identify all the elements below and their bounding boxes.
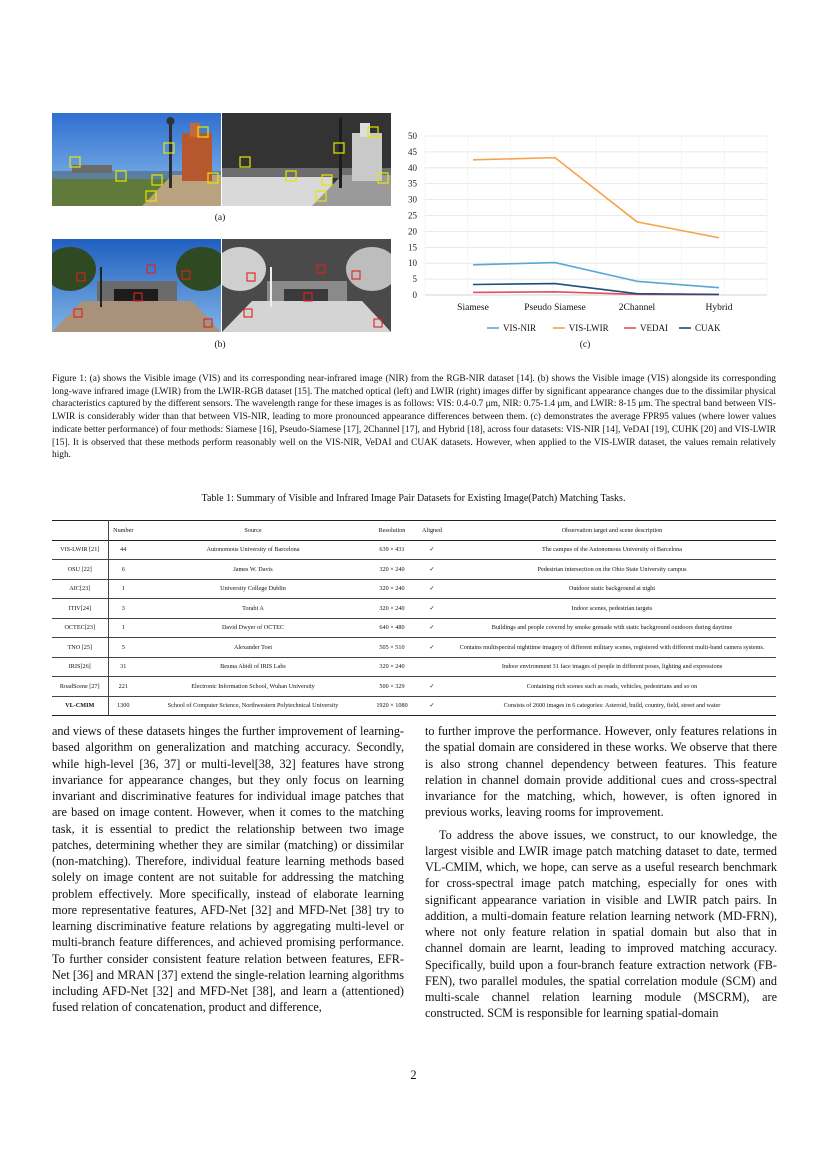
body-paragraph: To address the above issues, we construct, to our knowledge, the largest visible and LWIR image patch matching dataset to date, termed VL-CMIM, which, we hope, can serve as a useful research benchmark for cross-spectral image patch matching, especially for ones with significant appearance variation in visible and LWIR patch pairs. In addition, a multi-domain feature relation learning network (MD-FRN), where not only feature relation in spatial domain but also that in channel domain are learnt, leading to improved matching accuracy. Specifically, build upon a four-branch feature extraction network (FB-FEN), two parallel modules, the spatial correlation module (SCM) and multi-scale channel relation learning module (MSCRM), are constructed. SCM is responsible for learning spatial-domain (425, 827, 777, 1021)
table-cell: 31 (120, 663, 127, 671)
legend-label: VEDAI (640, 323, 668, 333)
lwir-image-b (222, 239, 391, 332)
table-header: Observation target and scene description (561, 526, 663, 534)
x-tick-label: Siamese (457, 303, 489, 313)
fpr95-line-chart (395, 128, 775, 340)
table-cell: IRIS[26] (52, 657, 108, 677)
table-cell: 320 × 240 (379, 604, 405, 612)
table-cell: Consists of 2600 images in 6 categories: Asteroid, build, country, field, street and water (503, 702, 721, 710)
table-row (52, 560, 776, 580)
table-row (52, 579, 776, 599)
table-cell: 1920 × 1080 (376, 702, 408, 710)
y-tick-label: 5 (412, 274, 417, 285)
table-cell: ✓ (429, 624, 435, 632)
table-cell: Contains multispectral nighttime imagery of different military scenes, registered with different multi-band camera systems. (459, 643, 765, 651)
table-header-row (52, 521, 776, 541)
y-tick-label: 25 (408, 210, 417, 221)
figure-label-a: (a) (214, 213, 226, 223)
body-paragraph: and views of these datasets hinges the further improvement of learning-based algorithm on generalization and matching accuracy. Secondly, while high-level [36, 37] or multi-level[38, 32] features have strong invariance for appearance changes, but they only focus on learning invariant and discriminative features for individual image patches that are based on image content. However, when it comes to the matching task, it is essential to predict the relationship between two image patches, determining whether they are similar (matching) or dissimilar (non-matching). Therefore, individual feature learning methods based solely on image content are not suitable for addressing the matching problem effectively. More specifically, instead of elaborate learning more representative features, AFD-Net [32] and MFD-Net [38] try to learning discriminative feature relations by aggregating multi-level or multi-branch feature differences, and achieved promising performance. To further consider consistent feature relation between features, EFR-Net [36] and MRAN [37] extend the single-relation learning algorithms including AFD-Net [32] and MFD-Net [38], and learn a (attentioned) fused relation of concatenation, product and difference, (52, 724, 404, 1015)
table-header: Aligned (422, 526, 442, 534)
table-cell: Electronic Information School, Wuhan University (191, 682, 315, 690)
y-tick-label: 40 (408, 162, 417, 173)
table-cell: Outdoor static background at night (568, 585, 656, 593)
y-tick-label: 50 (408, 131, 417, 141)
table-cell: 1 (121, 585, 125, 593)
vis-image-b (52, 239, 221, 332)
figure-label-c: (c) (579, 340, 591, 350)
table-cell: 1300 (117, 702, 130, 710)
table-cell: ✓ (429, 585, 435, 593)
figure-label-b: (b) (214, 340, 226, 350)
body-paragraph: to further improve the performance. However, only features relations in the spatial domain are considered in these works. We observe that there is also strong channel dependency between features. This feature relation in channel domain provide additional cues and cross-spectral invariance for the matching, which, however, is often ignored in previous works, leaving rooms for improvement. (425, 724, 777, 820)
table-cell: TNO [25] (52, 638, 108, 658)
y-tick-label: 30 (408, 194, 417, 205)
table-cell: ITIV[24] (52, 599, 108, 619)
table-cell: ✓ (429, 643, 435, 651)
table-cell: Autonomous University of Barcelona (206, 546, 300, 554)
table-row (52, 638, 776, 658)
table-row (52, 618, 776, 638)
table-cell: ✓ (429, 702, 435, 710)
y-tick-label: 0 (412, 290, 417, 300)
table-cell: ✓ (429, 604, 435, 612)
table-cell: 1 (121, 624, 125, 632)
table-cell: 3 (121, 604, 125, 612)
table-cell: 505 × 510 (379, 643, 405, 651)
table-header: Resolution (378, 526, 406, 534)
x-tick-label: Hybrid (705, 303, 733, 313)
table-cell: Indoor environment 31 face images of people in different poses, lighting and expressions (501, 663, 723, 671)
y-tick-label: 35 (408, 178, 417, 189)
table-title: Table 1: Summary of Visible and Infrared Image Pair Datasets for Existing Image(Patch) Matching Tasks. (201, 493, 626, 504)
table-cell: School of Computer Science, Northwestern Polytechnical University (167, 702, 339, 710)
legend-label: CUAK (695, 323, 721, 333)
table-cell: VL-CMIM (52, 696, 108, 716)
table-cell (416, 657, 448, 677)
table-cell: Pedestrian intersection on the Ohio State University campus (537, 565, 687, 573)
table-cell: Torabi A (242, 604, 264, 612)
table-cell: OCTEC[23] (52, 618, 108, 638)
vis-image-a (52, 113, 221, 206)
table-cell: Besma Abidi of IRIS Labs (220, 663, 286, 671)
y-tick-label: 15 (408, 242, 417, 253)
table-cell: 500 × 329 (379, 682, 405, 690)
table-cell: The campus of the Autonomous University of Barcelona (541, 546, 683, 554)
table-cell: 320 × 240 (379, 565, 405, 573)
table-cell: 320 × 240 (379, 663, 405, 671)
y-tick-label: 20 (408, 226, 417, 237)
datasets-table (52, 520, 776, 716)
table-row (52, 599, 776, 619)
table-cell: 44 (120, 546, 127, 554)
right-column (425, 723, 777, 1022)
table-cell: 221 (118, 682, 128, 690)
table-cell: Indoor scenes, pedestrian targets (571, 604, 653, 612)
table-row (52, 540, 776, 560)
table-cell: Containing rich scenes such as roads, vehicles, pedestrians and so on (526, 682, 698, 690)
table-cell: 639 × 431 (379, 546, 405, 554)
table-cell: 320 × 240 (379, 585, 405, 593)
table-header: Number (113, 526, 134, 534)
table-row (52, 677, 776, 697)
table-cell: 5 (121, 643, 125, 651)
left-column (52, 723, 404, 1016)
nir-image-a (222, 113, 391, 206)
table-cell: Buildings and people covered by smoke grenade with static background outdoors during daytime (491, 624, 733, 632)
table-cell: University College Dublin (220, 585, 286, 593)
x-tick-label: 2Channel (618, 303, 656, 313)
table-cell: David Dwyer of OCTEC (221, 624, 285, 632)
table-row (52, 657, 776, 677)
table-cell: OSU [22] (52, 560, 108, 580)
y-tick-label: 10 (408, 258, 417, 269)
page-number: 2 (410, 1068, 417, 1082)
legend-label: VIS-NIR (503, 323, 536, 333)
table-cell: 6 (121, 565, 125, 573)
table-row (52, 696, 776, 716)
figure-caption: Figure 1: (a) shows the Visible image (VIS) and its corresponding near-infrared image (NIR) from the RGB-NIR dataset [14]. (b) shows the Visible image (VIS) alongside its corresponding long-wave infrared image (LWIR) from the LWIR-RGB dataset [15]. The matched optical (left) and LWIR (right) images differ by significant appearance changes due to the dissimilar physical characteristics captured by the different sensors. The wavelength range for these images is as follows: VIS: 0.4-0.7 μm, NIR: 0.75-1.4 μm, and LWIR: 8-15 μm. The spectral band between VIS-LWIR is considerably wider than that between VIS-NIR, leading to more pronounced appearance differences between them. (c) demonstrates the average FPR95 values (where lower values indicate better performance) of four methods: Siamese [16], Pseudo-Siamese [17], 2Channel [17], and Hybrid [18], across four datasets: VIS-NIR [14], VeDAI [19], CUHK [20] and VIS-LWIR [15]. It is observed that these methods perform reasonably well on the VIS-NIR, VeDAI and CUAK datasets. However, when applied to the VIS-LWIR dataset, the values remain relatively high. (52, 374, 776, 461)
table-cell: RoadScene [27] (52, 677, 108, 697)
y-tick-label: 45 (408, 146, 417, 157)
table-cell: 640 × 480 (379, 624, 405, 632)
table-cell: ✓ (429, 565, 435, 573)
table-cell: ✓ (429, 546, 435, 554)
legend-label: VIS-LWIR (568, 323, 609, 333)
table-cell: VIS-LWIR [21] (52, 540, 108, 560)
table-header (52, 521, 108, 541)
table-cell: AIC[23] (52, 579, 108, 599)
x-tick-label: Pseudo Siamese (524, 303, 586, 313)
table-header: Source (244, 526, 262, 534)
table-cell: Alexander Toet (233, 643, 273, 651)
table-cell: James W. Davis (233, 565, 273, 573)
table-cell: ✓ (429, 682, 435, 690)
